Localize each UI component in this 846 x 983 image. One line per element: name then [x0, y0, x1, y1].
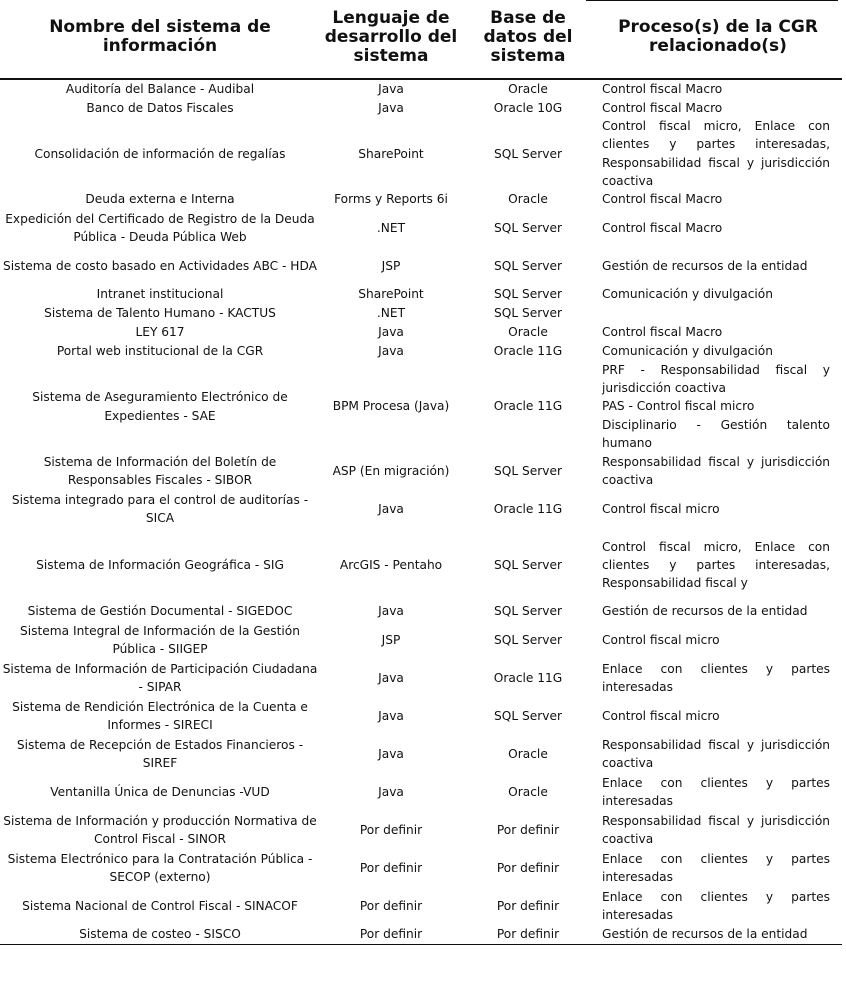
process-cell: Control fiscal Macro: [602, 82, 723, 96]
language-cell: Java: [378, 708, 404, 723]
system-name-cell: Sistema de Aseguramiento Electrónico de Expedientes - SAE: [32, 390, 288, 423]
language-cell: JSP: [381, 632, 401, 647]
database-cell: SQL Server: [494, 258, 562, 273]
process-cell: Enlace con clientes y partes interesadas: [602, 889, 830, 923]
process-cell: Control fiscal micro, Enlace con clientes y partes interesadas, Responsabilidad fiscal y: [602, 539, 830, 591]
process-cell: Comunicación y divulgación: [602, 344, 773, 359]
process-cell: Gestión de recursos de la entidad: [602, 258, 808, 273]
table-row: [0, 887, 842, 925]
table-row: [0, 98, 842, 117]
table-row: [0, 79, 842, 98]
process-cell: Enlace con clientes y partes interesadas: [602, 775, 830, 809]
system-name-cell: Sistema de Información y producción Normativa de Control Fiscal - SINOR: [3, 813, 317, 847]
system-name-cell: Sistema Electrónico para la Contratación Pública -SECOP (externo): [7, 851, 313, 885]
header-process: Proceso(s) de la CGR relacionado(s): [594, 0, 842, 79]
system-name-cell: Deuda externa e Interna: [85, 192, 235, 207]
table-row: [0, 323, 842, 342]
table-row: [0, 285, 842, 304]
process-cell: Enlace con clientes y partes interesadas: [602, 661, 830, 695]
table-body: [0, 79, 842, 944]
process-cell: Gestión de recursos de la entidad: [594, 925, 842, 944]
system-name-cell: Sistema de Talento Humano - KACTUS: [44, 306, 276, 321]
header-name: Nombre del sistema de información: [0, 0, 320, 79]
process-cell: Gestión de recursos de la entidad: [602, 604, 808, 619]
process-cell: Control fiscal micro: [602, 632, 720, 647]
system-name-cell: Consolidación de información de regalías: [34, 146, 286, 161]
table-row: [0, 849, 842, 887]
database-cell: SQL Server: [494, 632, 562, 647]
process-cell: [594, 361, 842, 452]
language-cell: Por definir: [359, 822, 423, 837]
system-name-cell: LEY 617: [135, 325, 185, 340]
database-cell: Por definir: [462, 925, 594, 944]
system-name-cell: Auditoría del Balance - Audibal: [65, 82, 255, 96]
database-cell: Oracle 11G: [493, 399, 563, 414]
table-row: [0, 925, 842, 944]
system-name-cell: Sistema de Información de Participación Ciudadana - SIPAR: [2, 661, 318, 695]
database-cell: Oracle: [508, 325, 548, 340]
process-cell: Control fiscal Macro: [602, 192, 723, 207]
system-name-cell: Sistema de Gestión Documental - SIGEDOC: [27, 604, 293, 619]
header-language: Lenguaje de desarrollo del sistema: [320, 0, 462, 79]
database-cell: SQL Server: [494, 463, 562, 478]
system-name-cell: Sistema de Información Geográfica - SIG: [36, 557, 284, 572]
table-row: [0, 697, 842, 735]
table-row: [0, 490, 842, 528]
process-cell: Responsabilidad fiscal y jurisdicción coactiva: [602, 737, 830, 771]
database-cell: SQL Server: [494, 557, 562, 572]
language-cell: Java: [378, 344, 404, 359]
language-cell: ArcGIS - Pentaho: [339, 557, 443, 572]
language-cell: .NET: [376, 220, 406, 235]
system-name-cell: Portal web institucional de la CGR: [56, 344, 264, 359]
system-name-cell: Sistema de Rendición Electrónica de la Cuenta e Informes - SIRECI: [12, 699, 308, 733]
process-cell: Comunicación y divulgación: [602, 287, 773, 302]
database-cell: Oracle: [508, 746, 548, 761]
database-cell: Oracle 10G: [493, 100, 563, 115]
table-row: [0, 209, 842, 247]
table-row: [0, 342, 842, 361]
table-row: [0, 190, 842, 209]
system-name-cell: Banco de Datos Fiscales: [86, 100, 234, 115]
language-cell: SharePoint: [358, 146, 424, 161]
system-name-cell: Sistema de costeo - SISCO: [0, 925, 320, 944]
language-cell: BPM Procesa (Java): [332, 399, 450, 414]
process-line: Disciplinario - Gestión talento humano: [602, 417, 830, 450]
system-name-cell: Sistema de Información del Boletín de Responsables Fiscales - SIBOR: [43, 454, 277, 488]
table-row: [0, 117, 842, 190]
system-name-cell: Ventanilla Única de Denuncias -VUD: [50, 784, 270, 799]
table-row: [0, 735, 842, 773]
table-header-row: [0, 0, 842, 79]
process-line: PRF - Responsabilidad fiscal y jurisdicción coactiva: [602, 363, 830, 396]
language-cell: Java: [378, 82, 404, 96]
language-cell: SharePoint: [358, 287, 424, 302]
process-cell: Control fiscal micro, Enlace con clientes y partes interesadas, Responsabilidad fiscal y jurisdicción coactiva: [602, 119, 830, 188]
system-name-cell: Sistema integrado para el control de auditorías - SICA: [11, 492, 309, 526]
process-cell: Control fiscal Macro: [602, 325, 723, 340]
system-name-cell: Sistema Nacional de Control Fiscal - SINACOF: [22, 898, 298, 913]
table-row: [0, 773, 842, 811]
language-cell: .NET: [376, 306, 406, 321]
language-cell: Java: [378, 100, 404, 115]
database-cell: SQL Server: [494, 287, 562, 302]
database-cell: Oracle: [508, 82, 548, 96]
language-cell: Java: [378, 746, 404, 761]
database-cell: SQL Server: [494, 604, 562, 619]
language-cell: Java: [378, 325, 404, 340]
process-cell: Control fiscal Macro: [602, 220, 723, 235]
language-cell: Java: [378, 501, 404, 516]
process-cell: Enlace con clientes y partes interesadas: [602, 851, 830, 885]
process-cell: Control fiscal Macro: [602, 100, 723, 115]
table-row: [0, 452, 842, 490]
database-cell: SQL Server: [494, 146, 562, 161]
table-row: [0, 811, 842, 849]
database-cell: SQL Server: [494, 306, 562, 321]
database-cell: Oracle 11G: [493, 344, 563, 359]
database-cell: Oracle 11G: [493, 670, 563, 685]
language-cell: JSP: [381, 258, 401, 273]
process-cell: Responsabilidad fiscal y jurisdicción coactiva: [602, 454, 830, 488]
table-row: [0, 304, 842, 323]
database-cell: SQL Server: [494, 708, 562, 723]
database-cell: Por definir: [496, 822, 560, 837]
process-cell: Control fiscal micro: [602, 708, 720, 723]
language-cell: ASP (En migración): [332, 463, 450, 478]
process-cell: Responsabilidad fiscal y jurisdicción coactiva: [602, 813, 830, 847]
database-cell: SQL Server: [494, 220, 562, 235]
header-database: Base de datos del sistema: [462, 0, 594, 79]
process-cell: Control fiscal micro: [602, 501, 720, 516]
table-row: [0, 247, 842, 285]
language-cell: Por definir: [359, 860, 423, 875]
process-line: PAS - Control fiscal micro: [602, 399, 755, 414]
table-row: [0, 602, 842, 621]
system-name-cell: Sistema de costo basado en Actividades ABC - HDA: [3, 258, 317, 273]
language-cell: Por definir: [359, 898, 423, 913]
system-name-cell: Sistema de Recepción de Estados Financieros - SIREF: [16, 737, 304, 771]
system-name-cell: Sistema Integral de Información de la Gestión Pública - SIIGEP: [20, 623, 300, 657]
language-cell: Forms y Reports 6i: [334, 192, 448, 207]
table-row: [0, 528, 842, 602]
table-row: [0, 621, 842, 659]
language-cell: Java: [378, 670, 404, 685]
table-row: [0, 659, 842, 697]
system-name-cell: Intranet institucional: [96, 287, 224, 302]
database-cell: Por definir: [496, 860, 560, 875]
database-cell: Oracle: [508, 192, 548, 207]
language-cell: Java: [378, 784, 404, 799]
language-cell: Java: [378, 604, 404, 619]
language-cell: Por definir: [320, 925, 462, 944]
table-row: [0, 361, 842, 452]
process-cell: [594, 304, 842, 323]
database-cell: Oracle: [508, 784, 548, 799]
database-cell: Oracle 11G: [493, 501, 563, 516]
database-cell: Por definir: [496, 898, 560, 913]
system-name-cell: Expedición del Certificado de Registro de la Deuda Pública - Deuda Pública Web: [5, 211, 315, 245]
